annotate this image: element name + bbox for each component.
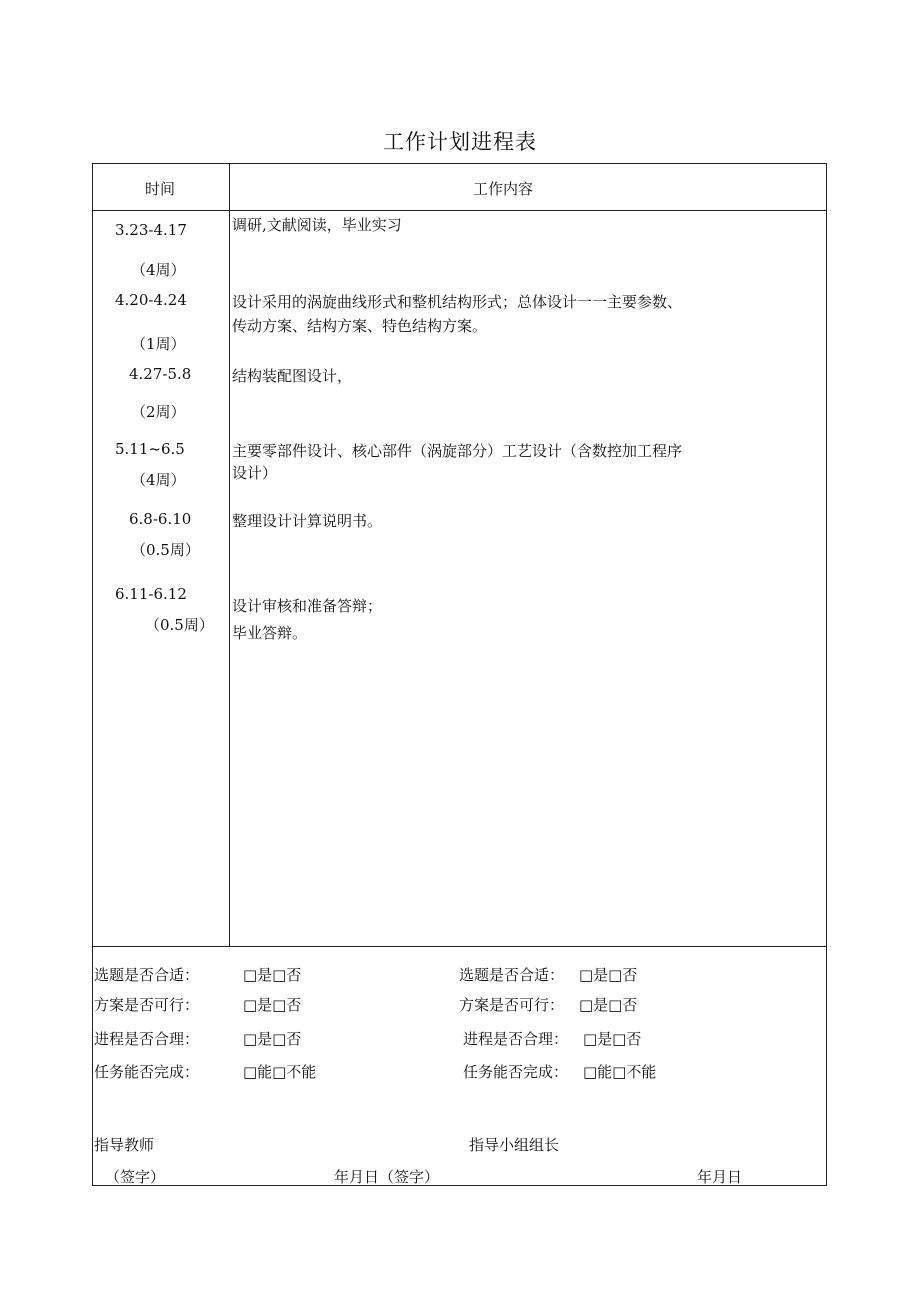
row-content: 整理设计计算说明书。 (232, 512, 383, 530)
content-bottom-divider (93, 946, 826, 947)
assess-label: 选题是否合适： (459, 966, 565, 984)
row-time: 6.11-6.12 (115, 585, 187, 603)
row-content: 设计） (232, 464, 278, 482)
header-content: 工作内容 (473, 180, 534, 198)
column-divider (229, 164, 230, 947)
assess-label: 任务能否完成： (463, 1063, 569, 1081)
assess-options[interactable]: □是□否 (243, 996, 302, 1014)
row-time: 4.27-5.8 (129, 365, 192, 383)
date-sign-field: 年月日（签字） (334, 1168, 440, 1186)
row-content: 毕业答辩。 (232, 624, 308, 642)
row-content: 传动方案、结构方案、特色结构方案。 (232, 317, 488, 335)
assess-label: 进程是否合理： (94, 1030, 200, 1048)
row-weeks: （0.5周） (145, 616, 214, 634)
teacher-sign-field: （签字） (105, 1168, 166, 1186)
row-time: 3.23-4.17 (115, 221, 187, 239)
assess-label: 进程是否合理： (463, 1030, 569, 1048)
assess-options[interactable]: □是□否 (579, 996, 638, 1014)
assess-options[interactable]: □是□否 (583, 1030, 642, 1048)
row-weeks: （2周） (131, 403, 186, 421)
plan-table (92, 163, 827, 1186)
row-content: 主要零部件设计、核心部件（涡旋部分）工艺设计（含数控加工程序 (232, 442, 683, 460)
assess-options[interactable]: □能□不能 (583, 1063, 657, 1081)
assess-label: 任务能否完成： (94, 1063, 200, 1081)
assess-label: 方案是否可行： (459, 996, 565, 1014)
date-field: 年月日 (697, 1168, 743, 1186)
assess-options[interactable]: □是□否 (579, 966, 638, 984)
row-time: 4.20-4.24 (115, 291, 187, 309)
teacher-label: 指导教师 (94, 1136, 155, 1154)
row-content: 调研,文献阅读，毕业实习 (232, 216, 402, 234)
row-time: 6.8-6.10 (129, 510, 192, 528)
header-divider (93, 210, 826, 211)
assess-options[interactable]: □是□否 (243, 1030, 302, 1048)
assess-label: 方案是否可行： (94, 996, 200, 1014)
row-weeks: （1周） (131, 335, 186, 353)
assess-options[interactable]: □是□否 (243, 966, 302, 984)
row-content: 结构装配图设计， (232, 367, 353, 385)
row-content: 设计采用的涡旋曲线形式和整机结构形式；总体设计一一主要参数、 (232, 293, 683, 311)
row-weeks: （4周） (131, 471, 186, 489)
row-content: 设计审核和准备答辩； (232, 597, 383, 615)
assess-options[interactable]: □能□不能 (243, 1063, 317, 1081)
row-weeks: （4周） (131, 261, 186, 279)
group-leader-label: 指导小组组长 (469, 1136, 560, 1154)
header-time: 时间 (145, 180, 176, 198)
page-title: 工作计划进程表 (383, 130, 537, 154)
assess-label: 选题是否合适： (94, 966, 200, 984)
row-weeks: （0.5周） (131, 541, 200, 559)
row-time: 5.11~6.5 (115, 440, 185, 458)
